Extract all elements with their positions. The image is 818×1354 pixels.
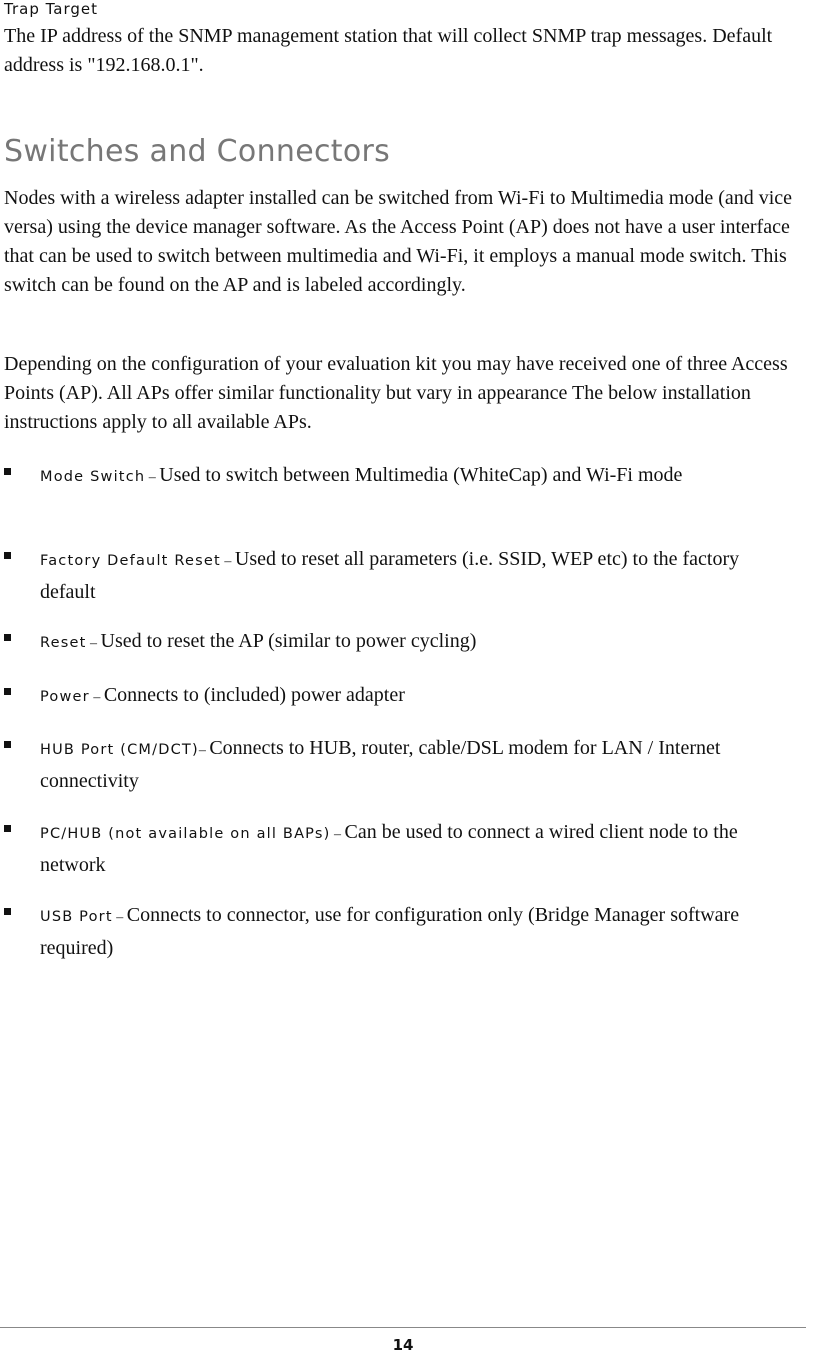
list-item-term: PC/HUB (not available on all BAPs) — [40, 826, 331, 842]
list-item-separator: – — [89, 690, 104, 705]
list-item-body — [40, 817, 770, 881]
list-item-body — [40, 626, 770, 659]
square-bullet-icon — [4, 908, 11, 915]
list-item-description: Connects to HUB, router, cable/DSL modem for LAN / Internet connectivity — [40, 737, 721, 792]
list-item-body — [40, 680, 770, 713]
list-item-term: USB Port — [40, 909, 113, 925]
ap-variants-paragraph: Depending on the configuration of your evaluation kit you may have received one of three Access Points (AP). All APs offer similar functionality but vary in appearance The below installation instructions apply to all available APs. — [4, 353, 788, 433]
list-item-term: Factory Default Reset — [40, 553, 221, 569]
list-item-body — [40, 900, 770, 964]
list-item-separator: – — [198, 743, 210, 758]
intro-paragraph: Nodes with a wireless adapter installed can be switched from Wi-Fi to Multimedia mode (and vice versa) using the device manager software. As the Access Point (AP) does not have a user interface that can be used to switch between multimedia and Wi-Fi, it employs a manual mode switch. This switch can be found on the AP and is labeled accordingly. — [4, 187, 793, 296]
square-bullet-icon — [4, 552, 11, 559]
list-item-description: Connects to (included) power adapter — [103, 684, 405, 706]
list-item-description: Used to reset all parameters (i.e. SSID, WEP etc) to the factory default — [40, 548, 740, 603]
list-item-separator: – — [86, 636, 101, 651]
list-item-body — [40, 460, 770, 493]
list-item-separator: – — [145, 470, 160, 485]
list-item-separator: – — [220, 554, 235, 569]
list-item-description: Connects to connector, use for configuration only (Bridge Manager software required) — [40, 904, 740, 959]
square-bullet-icon — [4, 825, 11, 832]
list-item-description: Used to switch between Multimedia (WhiteCap) and Wi-Fi mode — [159, 464, 683, 486]
list-item-description: Used to reset the AP (similar to power cycling) — [100, 630, 477, 652]
square-bullet-icon — [4, 468, 11, 475]
list-item-term: Power — [40, 689, 90, 705]
trap-target-description: The IP address of the SNMP management station that will collect SNMP trap messages. Default address is "192.168.0.1". — [4, 25, 773, 76]
list-item-term: HUB Port (CM/DCT) — [40, 742, 199, 758]
section-heading: Switches and Connectors — [4, 134, 391, 169]
list-item-description: Can be used to connect a wired client node to the network — [40, 821, 738, 876]
list-item-term: Mode Switch — [40, 469, 146, 485]
list-item-body — [40, 733, 770, 797]
list-item-separator: – — [112, 910, 127, 925]
footer-divider — [0, 1327, 806, 1328]
square-bullet-icon — [4, 741, 11, 748]
square-bullet-icon — [4, 634, 11, 641]
list-item-term: Reset — [40, 635, 87, 651]
list-item-body — [40, 544, 770, 608]
square-bullet-icon — [4, 688, 11, 695]
trap-target-label: Trap Target — [4, 0, 99, 18]
page-number: 14 — [392, 1336, 414, 1354]
list-item-separator: – — [330, 827, 345, 842]
